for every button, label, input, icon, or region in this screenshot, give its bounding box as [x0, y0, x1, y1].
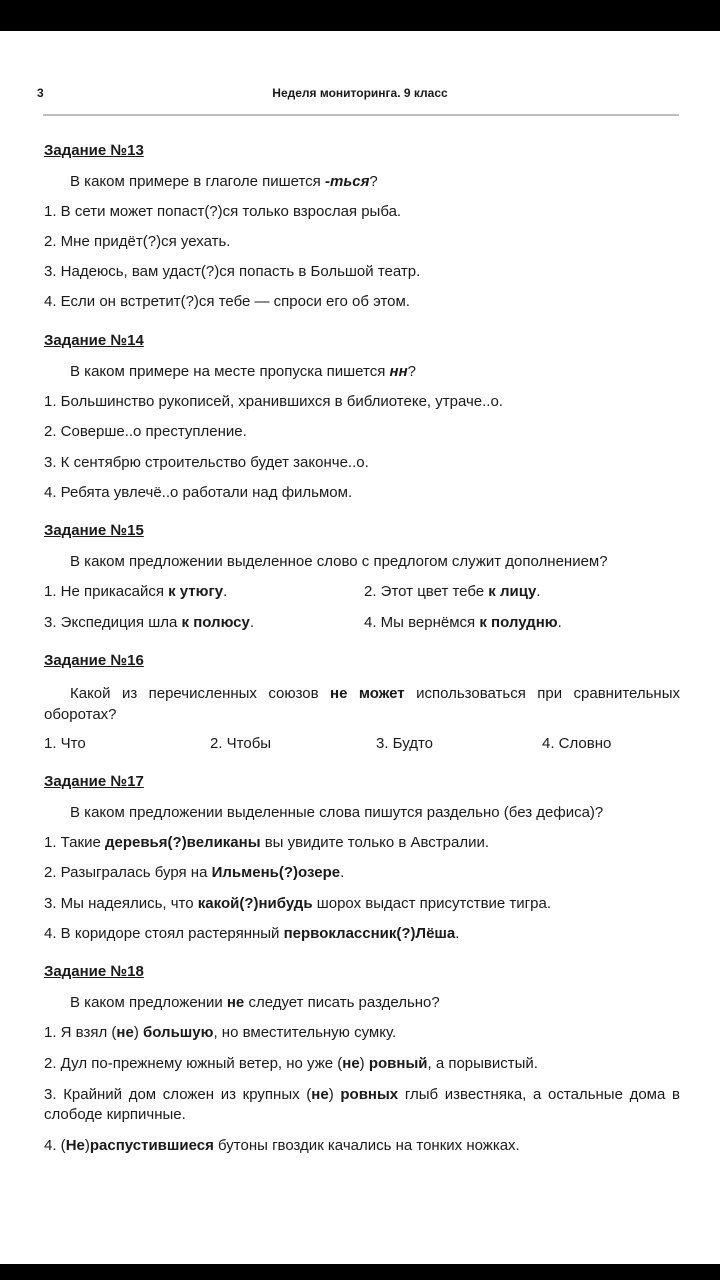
task-18-option-2: 2. Дул по-прежнему южный ветер, но уже (не) ровный, а порывистый.	[44, 1055, 538, 1072]
task-14-option-3: 3. К сентябрю строительство будет законче..о.	[44, 454, 369, 471]
task-18-question: В каком предложении не следует писать раздельно?	[70, 994, 440, 1011]
task-13-option-1: 1. В сети может попаст(?)ся только взрослая рыба.	[44, 203, 402, 220]
task-14-option-1: 1. Большинство рукописей, хранившихся в библиотеке, утраче..о.	[44, 393, 503, 410]
page-number: 3	[37, 86, 44, 100]
task-18-option-3: 3. Крайний дом сложен из крупных (не) ровных глыб известняка, а остальные дома в слободе кирпичные.	[44, 1086, 680, 1123]
task-17-heading: Задание №17	[44, 773, 144, 790]
task-15-heading: Задание №15	[44, 522, 144, 539]
task-16-option-3: 3. Будто	[376, 735, 433, 752]
task-18-option-1: 1. Я взял (не) большую, но вместительную сумку.	[44, 1024, 397, 1041]
task-18-heading: Задание №18	[44, 963, 144, 980]
task-13-question: В каком примере в глаголе пишется -ться?	[70, 173, 378, 190]
task-13-option-3: 3. Надеюсь, вам удаст(?)ся попасть в Большой театр.	[44, 263, 421, 280]
task-14-option-2: 2. Соверше..о преступление.	[44, 423, 247, 440]
task-14-option-4: 4. Ребята увлечё..о работали над фильмом.	[44, 484, 353, 501]
task-16-question: Какой из перечисленных союзов не может использоваться при сравнительных оборотах?	[44, 685, 680, 723]
task-16-heading: Задание №16	[44, 652, 144, 669]
task-17-option-3: 3. Мы надеялись, что какой(?)нибудь шорох выдаст присутствие тигра.	[44, 895, 552, 912]
header-divider	[43, 114, 679, 116]
task-17-option-2: 2. Разыгралась буря на Ильмень(?)озере.	[44, 864, 345, 881]
top-black-bar	[0, 0, 720, 31]
task-16-option-4: 4. Словно	[542, 735, 612, 752]
task-17-option-1: 1. Такие деревья(?)великаны вы увидите только в Австралии.	[44, 834, 490, 851]
task-13-option-2: 2. Мне придёт(?)ся уехать.	[44, 233, 231, 250]
task-15-option-1: 1. Не прикасайся к утюгу.	[44, 583, 228, 600]
task-17-option-4: 4. В коридоре стоял растерянный первоклассник(?)Лёша.	[44, 925, 460, 942]
task-15-option-2: 2. Этот цвет тебе к лицу.	[364, 583, 541, 600]
task-14-heading: Задание №14	[44, 332, 144, 349]
task-15-option-4: 4. Мы вернёмся к полудню.	[364, 614, 562, 631]
task-13-option-4: 4. Если он встретит(?)ся тебе — спроси его об этом.	[44, 293, 410, 310]
bottom-black-bar	[0, 1264, 720, 1280]
task-14-question: В каком примере на месте пропуска пишется нн?	[70, 363, 416, 380]
task-17-question: В каком предложении выделенные слова пишутся раздельно (без дефиса)?	[70, 804, 604, 821]
task-15-question: В каком предложении выделенное слово с предлогом служит дополнением?	[70, 553, 608, 570]
page-header-title: Неделя мониторинга. 9 класс	[272, 86, 448, 100]
task-13-heading: Задание №13	[44, 142, 144, 159]
task-16-option-2: 2. Чтобы	[210, 735, 272, 752]
task-15-option-3: 3. Экспедиция шла к полюсу.	[44, 614, 255, 631]
task-16-option-1: 1. Что	[44, 735, 86, 752]
task-18-option-4: 4. (Не)распустившиеся бутоны гвоздик качались на тонких ножках.	[44, 1137, 520, 1154]
